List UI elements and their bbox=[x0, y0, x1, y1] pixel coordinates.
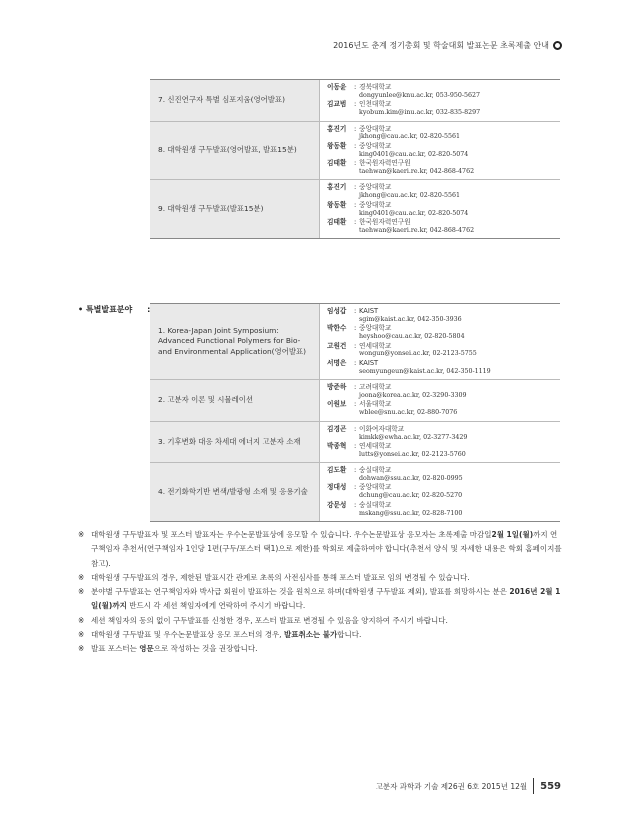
person-contact: king0401@cau.ac.kr, 02-820-5074 bbox=[359, 209, 469, 217]
contact-person bbox=[327, 483, 560, 500]
special-section-label: • 특별발표분야 : bbox=[78, 305, 151, 314]
session-name: 9. 대학원생 구두발표(발표15분) bbox=[150, 180, 320, 238]
session-row bbox=[150, 122, 560, 181]
note-fragment: 대학원생 구두발표의 경우, 제한된 발표시간 관계로 초록의 사전심사를 통해 포스터 발표로 임의 변경될 수 있습니다. bbox=[91, 572, 470, 582]
separator-colon: : bbox=[354, 358, 357, 367]
session-name: 7. 신진연구자 특별 심포지움(영어발표) bbox=[150, 80, 320, 121]
person-info bbox=[359, 100, 480, 117]
person-name: 박한수 bbox=[327, 324, 347, 333]
person-affiliation: 한국원자력연구원 bbox=[359, 217, 411, 226]
note-mark: ※ bbox=[78, 615, 85, 625]
person-affiliation: 한국원자력연구원 bbox=[359, 159, 411, 168]
person-affiliation: 중앙대학교 bbox=[359, 141, 392, 150]
person-name: 고원건 bbox=[327, 341, 347, 350]
note-mark: ※ bbox=[78, 572, 85, 582]
person-info bbox=[359, 324, 465, 341]
circle-bullet-icon bbox=[553, 41, 562, 50]
person-contact: kimkk@ewha.ac.kr, 02-3277-3429 bbox=[359, 433, 468, 441]
person-affiliation: 중앙대학교 bbox=[359, 124, 392, 133]
contact-person bbox=[327, 307, 560, 324]
separator-colon: : bbox=[354, 159, 357, 168]
person-info bbox=[359, 383, 466, 400]
session-row bbox=[150, 422, 560, 464]
person-info bbox=[359, 483, 462, 500]
person-name: 방준하 bbox=[327, 383, 347, 392]
note-fragment: 으로 작성하는 것을 권장합니다. bbox=[153, 644, 258, 653]
separator-colon: : bbox=[354, 124, 357, 133]
contact-person bbox=[327, 125, 560, 142]
page-footer bbox=[376, 778, 561, 794]
session-name: 8. 대학원생 구두발표(영어발표, 발표15분) bbox=[150, 122, 320, 180]
separator-colon: : bbox=[354, 483, 357, 492]
person-contact: mskang@ssu.ac.kr, 02-828-7100 bbox=[359, 509, 463, 517]
contact-person bbox=[327, 359, 560, 376]
note-mark: ※ bbox=[78, 629, 85, 639]
person-contact: king0401@cau.ac.kr, 02-820-5074 bbox=[359, 150, 469, 158]
note-text bbox=[91, 571, 470, 585]
note-item bbox=[78, 628, 562, 642]
contact-person bbox=[327, 442, 560, 459]
note-text bbox=[91, 628, 361, 642]
person-info bbox=[359, 466, 463, 483]
session-name: 3. 기후변화 대응 차세대 에너지 고분자 소재 bbox=[150, 422, 320, 463]
session-contacts bbox=[320, 422, 560, 463]
contact-person bbox=[327, 83, 560, 100]
note-mark: ※ bbox=[78, 530, 85, 539]
separator-colon: : bbox=[354, 200, 357, 209]
person-affiliation: 인천대학교 bbox=[359, 100, 392, 109]
session-table-special bbox=[150, 303, 560, 522]
person-name: 이원보 bbox=[327, 400, 347, 409]
separator-colon: : bbox=[354, 441, 357, 450]
note-fragment: 대학원생 구두발표 및 우수논문발표상 응모 포스터의 경우, bbox=[91, 629, 284, 639]
note-text bbox=[91, 528, 562, 571]
contact-person bbox=[327, 466, 560, 483]
person-info bbox=[359, 142, 468, 159]
contact-person bbox=[327, 183, 560, 200]
person-affiliation: 중앙대학교 bbox=[359, 324, 392, 333]
person-info bbox=[359, 359, 491, 376]
person-name: 서명은 bbox=[327, 358, 347, 367]
person-affiliation: 숭실대학교 bbox=[359, 500, 392, 509]
note-item bbox=[78, 642, 562, 656]
separator-colon: : bbox=[354, 341, 357, 350]
person-contact: kyobum.kim@inu.ac.kr, 032-835-8297 bbox=[359, 109, 481, 117]
person-contact: wongun@yonsei.ac.kr, 02-2123-5755 bbox=[359, 350, 477, 358]
session-row bbox=[150, 80, 560, 122]
person-contact: wblee@snu.ac.kr, 02-880-7076 bbox=[359, 409, 458, 417]
header-title: 2016년도 춘계 정기총회 및 학술대회 발표논문 초록제출 안내 bbox=[333, 41, 549, 50]
person-affiliation: 중앙대학교 bbox=[359, 183, 392, 192]
contact-person bbox=[327, 324, 560, 341]
note-item bbox=[78, 614, 562, 628]
person-contact: sgim@kaist.ac.kr, 042-350-3936 bbox=[359, 315, 462, 323]
separator-colon: : bbox=[354, 183, 357, 192]
journal-info: 고분자 과학과 기술 제26권 6호 2015년 12월 bbox=[375, 781, 528, 791]
note-text bbox=[91, 585, 562, 614]
note-emphasis: 2월 1일(월) bbox=[491, 530, 534, 539]
session-row bbox=[150, 463, 560, 521]
note-fragment: 분야별 구두발표는 연구책임자와 박사급 회원이 발표하는 것을 원칙으로 하며(대학원생 구두발표 제외), 발표를 희망하시는 분은 bbox=[91, 587, 510, 596]
person-info bbox=[359, 201, 468, 218]
contact-person bbox=[327, 425, 560, 442]
person-affiliation: 연세대학교 bbox=[359, 441, 392, 450]
contact-person bbox=[327, 201, 560, 218]
person-affiliation: 경북대학교 bbox=[359, 83, 392, 91]
person-name: 정대성 bbox=[327, 483, 347, 492]
separator-colon: : bbox=[354, 400, 357, 409]
notes-section bbox=[78, 528, 562, 656]
session-row bbox=[150, 180, 560, 238]
note-fragment: 발표 포스터는 bbox=[91, 644, 140, 653]
note-fragment: 반드시 각 세션 책임자에게 연락하여 주시기 바랍니다. bbox=[126, 601, 306, 611]
contact-person bbox=[327, 501, 560, 518]
person-name: 김태환 bbox=[327, 159, 347, 168]
person-info bbox=[359, 400, 457, 417]
session-contacts bbox=[320, 80, 560, 121]
person-contact: lutts@yonsei.ac.kr, 02-2123-5760 bbox=[359, 450, 466, 458]
note-text bbox=[91, 642, 257, 656]
session-row bbox=[150, 304, 560, 380]
person-name: 박종혁 bbox=[327, 441, 347, 450]
session-name: 1. Korea-Japan Joint Symposium: Advanced Functional Polymers for Bio- and Environmental Application(영어발표) bbox=[150, 304, 320, 379]
person-contact: dongyunlee@knu.ac.kr, 053-950-5627 bbox=[359, 91, 481, 99]
note-fragment: 합니다. bbox=[337, 629, 362, 639]
person-contact: heyshoo@cau.ac.kr, 02-820-5804 bbox=[359, 333, 465, 341]
person-affiliation: 숭실대학교 bbox=[359, 466, 392, 475]
person-contact: seomyungeun@kaist.ac.kr, 042-350-1119 bbox=[359, 367, 491, 375]
note-item bbox=[78, 528, 562, 571]
person-info bbox=[359, 307, 462, 324]
contact-person bbox=[327, 342, 560, 359]
person-name: 임성갑 bbox=[327, 307, 347, 315]
person-affiliation: KAIST bbox=[359, 358, 379, 367]
session-contacts bbox=[320, 304, 560, 379]
person-name: 홍진기 bbox=[327, 124, 347, 133]
note-emphasis: 영문 bbox=[139, 644, 154, 653]
person-contact: jkhong@cau.ac.kr, 02-820-5561 bbox=[359, 133, 461, 141]
person-contact: jkhong@cau.ac.kr, 02-820-5561 bbox=[359, 192, 461, 200]
contact-person bbox=[327, 383, 560, 400]
separator-colon: : bbox=[354, 83, 357, 91]
person-affiliation: 연세대학교 bbox=[359, 341, 392, 350]
person-info bbox=[359, 442, 466, 459]
separator-colon: : bbox=[354, 307, 357, 315]
person-contact: taehwan@kaeri.re.kr, 042-868-4762 bbox=[359, 226, 475, 234]
separator-colon: : bbox=[354, 217, 357, 226]
person-name: 강문성 bbox=[327, 500, 347, 509]
person-info bbox=[359, 501, 462, 518]
person-name: 왕동환 bbox=[327, 200, 347, 209]
note-mark: ※ bbox=[78, 644, 85, 653]
note-emphasis: 2016년 2월 1일(월)까지 bbox=[91, 587, 561, 611]
person-name: 김교범 bbox=[327, 100, 347, 109]
person-name: 김경곤 bbox=[327, 424, 347, 433]
session-contacts bbox=[320, 122, 560, 180]
note-item bbox=[78, 585, 562, 614]
session-row bbox=[150, 380, 560, 422]
separator-colon: : bbox=[354, 466, 357, 475]
person-name: 홍진기 bbox=[327, 183, 347, 192]
session-contacts bbox=[320, 463, 560, 521]
note-emphasis: 발표취소는 불가 bbox=[283, 629, 338, 639]
person-affiliation: 고려대학교 bbox=[359, 383, 392, 392]
person-info bbox=[359, 425, 467, 442]
separator-colon: : bbox=[354, 424, 357, 433]
person-contact: dchung@cau.ac.kr, 02-820-5270 bbox=[359, 492, 463, 500]
contact-person bbox=[327, 218, 560, 235]
note-mark: ※ bbox=[78, 587, 85, 596]
note-fragment: 대학원생 구두발표자 및 포스터 발표자는 우수논문발표상에 응모할 수 있습니다. 우수논문발표상 응모자는 초록제출 마감일 bbox=[91, 530, 492, 539]
note-fragment: 세션 책임자의 동의 없이 구두발표를 신청한 경우, 포스터 발표로 변경될 수 있음을 양지하여 주시기 바랍니다. bbox=[91, 615, 448, 625]
person-affiliation: 이화여자대학교 bbox=[359, 424, 405, 433]
person-info bbox=[359, 342, 477, 359]
separator-colon: : bbox=[354, 324, 357, 333]
person-affiliation: 중앙대학교 bbox=[359, 200, 392, 209]
person-affiliation: 중앙대학교 bbox=[359, 483, 392, 492]
separator-colon: : bbox=[354, 383, 357, 392]
contact-person bbox=[327, 100, 560, 117]
person-name: 김태환 bbox=[327, 217, 347, 226]
note-item bbox=[78, 571, 562, 585]
separator-colon: : bbox=[354, 500, 357, 509]
person-info bbox=[359, 218, 474, 235]
person-affiliation: KAIST bbox=[359, 307, 379, 315]
footer-divider bbox=[533, 778, 534, 794]
session-table-general bbox=[150, 79, 560, 239]
person-info bbox=[359, 159, 474, 176]
person-contact: dohwan@ssu.ac.kr, 02-820-0995 bbox=[359, 475, 463, 483]
session-name: 2. 고분자 이론 및 시뮬레이션 bbox=[150, 380, 320, 421]
running-header bbox=[333, 40, 562, 51]
person-info bbox=[359, 183, 460, 200]
contact-person bbox=[327, 142, 560, 159]
contact-person bbox=[327, 159, 560, 176]
person-name: 왕동환 bbox=[327, 141, 347, 150]
note-text bbox=[91, 614, 448, 628]
separator-colon: : bbox=[354, 100, 357, 109]
session-contacts bbox=[320, 180, 560, 238]
person-contact: joona@korea.ac.kr, 02-3290-3309 bbox=[359, 391, 467, 399]
person-name: 이동윤 bbox=[327, 83, 347, 91]
note-fragment: 까지 연구책임자 추천서(연구책임자 1인당 1편(구두/포스터 택1)으로 제한)를 학회로 제출하여야 합니다(추천서 양식 및 자세한 내용은 학회 홈페이지를 참고). bbox=[91, 530, 562, 568]
contact-person bbox=[327, 400, 560, 417]
person-contact: taehwan@kaeri.re.kr, 042-868-4762 bbox=[359, 167, 475, 175]
separator-colon: : bbox=[354, 141, 357, 150]
person-info bbox=[359, 83, 480, 100]
person-name: 김도환 bbox=[327, 466, 347, 475]
person-affiliation: 서울대학교 bbox=[359, 400, 392, 409]
person-info bbox=[359, 125, 460, 142]
page-number: 559 bbox=[540, 780, 561, 792]
session-name: 4. 전기화학기반 변색/발광형 소재 및 응용기술 bbox=[150, 463, 320, 521]
session-contacts bbox=[320, 380, 560, 421]
